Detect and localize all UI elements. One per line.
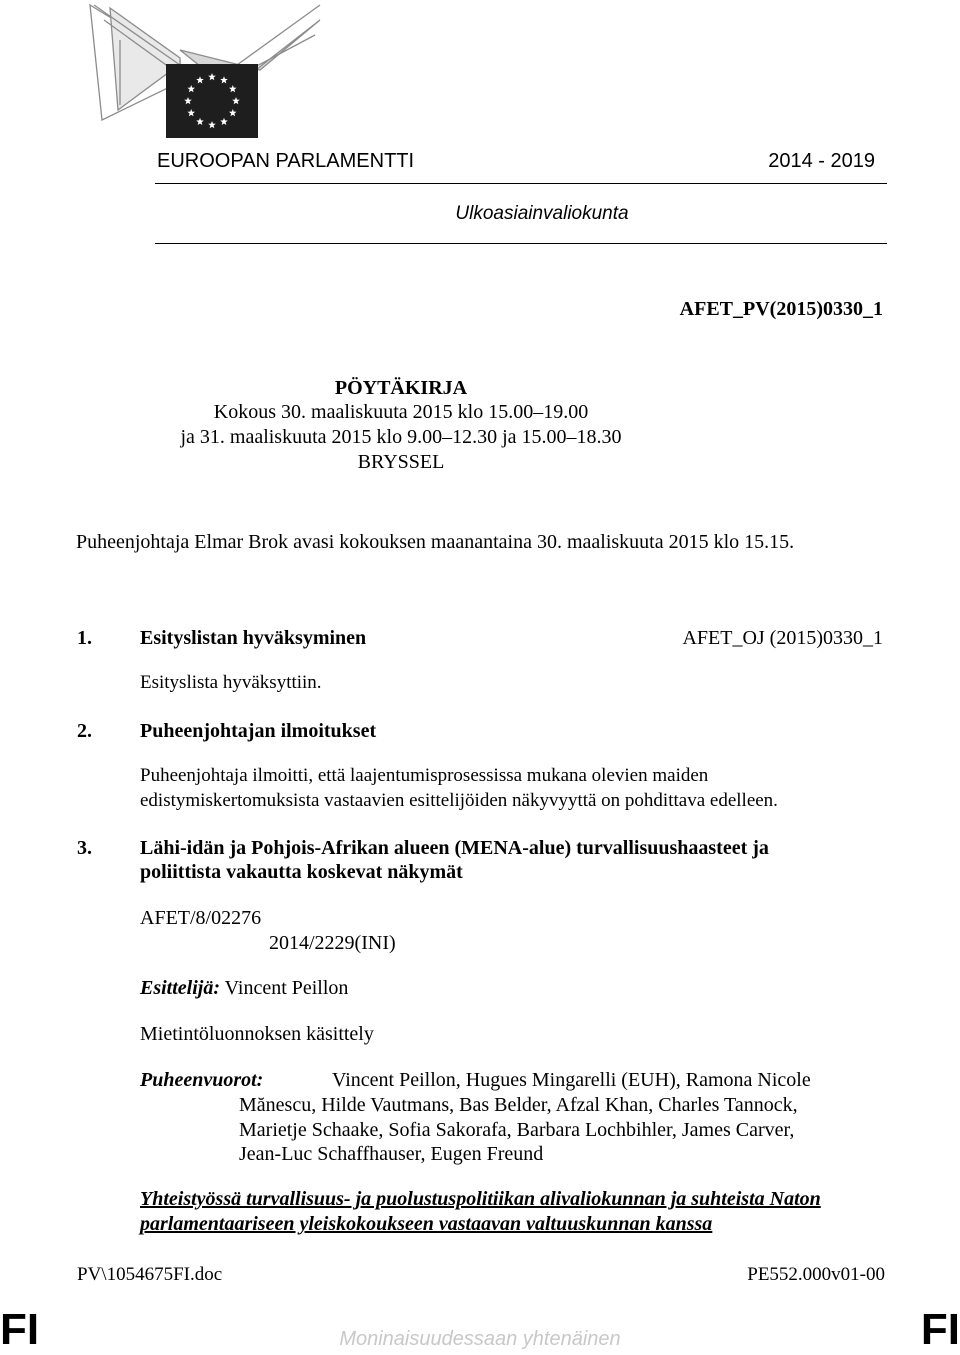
european-parliament-logo [80,0,325,140]
speakers-line-4: Jean-Luc Schaffhauser, Eugen Freund [239,1143,544,1165]
header-divider-top [155,183,887,184]
item-1-number: 1. [77,627,92,649]
document-title: PÖYTÄKIRJA [334,377,468,399]
footer-file-name: PV\1054675FI.doc [77,1264,223,1285]
item-3-number: 3. [77,837,92,859]
meeting-place: BRYSSEL [357,451,445,473]
item-1-reference: AFET_OJ (2015)0330_1 [682,627,883,649]
committee-name: Ulkoasiainvaliokunta [455,203,629,224]
joint-note-line-2: parlamentaariseen yleiskokoukseen vastaavan valtuuskunnan kanssa [140,1213,713,1235]
rapporteur-label: Esittelijä: [140,977,220,999]
rapporteur-line [140,977,348,1000]
item-1-title: Esityslistan hyväksyminen [140,627,367,649]
language-code-right: FI [920,1305,960,1354]
item-2-text-line-2: edistymiskertomuksista vastaavien esittelijöiden näkyvyyttä on pohdittava edelleen. [140,790,778,811]
speakers-line-1: Vincent Peillon, Hugues Mingarelli (EUH), Ramona Nicole [332,1069,811,1091]
item-2-title: Puheenjohtajan ilmoitukset [140,720,377,742]
meeting-date-line-2: ja 31. maaliskuuta 2015 klo 9.00–12.30 ja 15.00–18.30 [180,426,622,448]
procedure-reference: AFET/8/02276 [140,907,262,929]
item-3-title-line-1: Lähi-idän ja Pohjois-Afrikan alueen (MENA-alue) turvallisuushaasteet ja [140,837,769,859]
item-3-stage: Mietintöluonnoksen käsittely [140,1023,374,1045]
header-divider-bottom [155,243,887,244]
speakers-label: Puheenvuorot: [140,1069,264,1091]
parliamentary-term: 2014 - 2019 [768,150,875,172]
procedure-id: 2014/2229(INI) [269,932,396,954]
item-3-title-line-2: poliittista vakautta koskevat näkymät [140,861,463,883]
eu-motto: Moninaisuudessaan yhtenäinen [339,1328,621,1350]
speakers-line-3: Marietje Schaake, Sofia Sakorafa, Barbara Lochbihler, James Carver, [239,1119,795,1141]
document-reference: AFET_PV(2015)0330_1 [679,298,883,320]
meeting-date-line-1: Kokous 30. maaliskuuta 2015 klo 15.00–19.00 [213,401,589,423]
speakers-line-2: Mănescu, Hilde Vautmans, Bas Belder, Afzal Khan, Charles Tannock, [239,1094,798,1116]
language-code-left: FI [0,1305,40,1354]
rapporteur-name: Vincent Peillon [224,977,349,999]
item-2-number: 2. [77,720,92,742]
organization-name: EUROOPAN PARLAMENTTI [157,150,415,172]
opening-statement: Puheenjohtaja Elmar Brok avasi kokouksen maanantaina 30. maaliskuuta 2015 klo 15.15. [76,531,795,553]
item-1-text: Esityslista hyväksyttiin. [140,672,322,693]
joint-meeting-note [140,1187,900,1237]
item-2-text-line-1: Puheenjohtaja ilmoitti, että laajentumisprosessissa mukana olevien maiden [140,765,709,786]
joint-note-line-1: Yhteistyössä turvallisuus- ja puolustuspolitiikan alivaliokunnan ja suhteista Naton [140,1188,821,1210]
footer-pe-number: PE552.000v01-00 [747,1264,885,1285]
